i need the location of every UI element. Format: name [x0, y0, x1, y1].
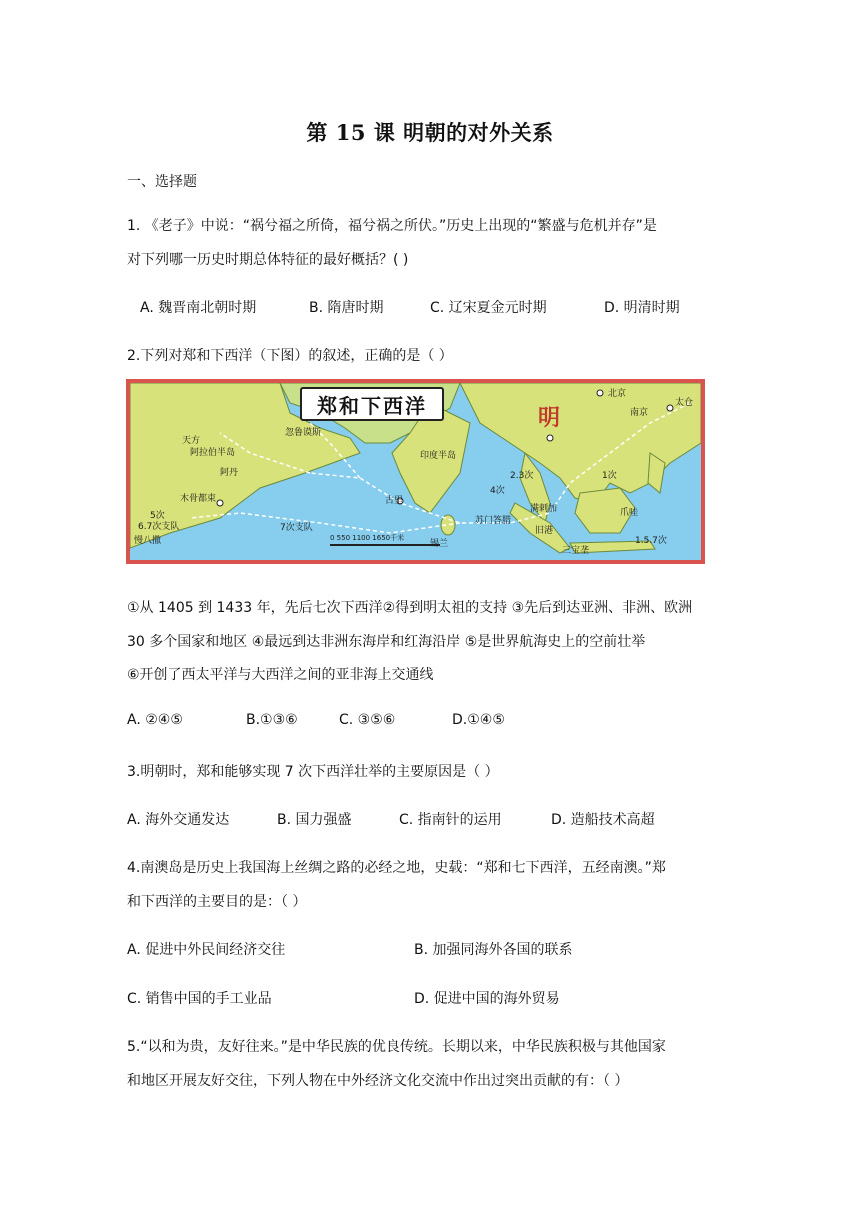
map-label: 古里 [385, 496, 404, 506]
zheng-he-voyages-map [126, 379, 705, 564]
map-label: 南京 [630, 408, 649, 418]
q3-option-a: A. 海外交通发达 [127, 812, 230, 828]
map-label: 阿拉伯半岛 [190, 448, 236, 458]
q2-option-b: B.①③⑥ [246, 712, 298, 728]
q1-option-a: A. 魏晋南北朝时期 [140, 300, 257, 316]
map-label: 旧港 [535, 526, 554, 536]
q1-option-c: C. 辽宋夏金元时期 [430, 300, 547, 316]
map-label: 满剌加 [530, 504, 558, 514]
q4-option-a: A. 促进中外民间经济交往 [127, 942, 286, 958]
q2-option-a: A. ②④⑤ [127, 712, 183, 728]
map-label: 太仓 [675, 398, 694, 408]
map-label: 锡兰 [430, 539, 449, 549]
map-title: 郑和下西洋 [300, 387, 444, 421]
section-heading: 一、选择题 [127, 174, 197, 190]
q5-stem-line1: 5.“以和为贵，友好往来。”是中华民族的优良传统。长期以来，中华民族积极与其他国家 [127, 1039, 666, 1055]
q1-stem-line1: 1. 《老子》中说：“祸兮福之所倚，福兮祸之所伏。”历史上出现的“繁盛与危机并存”是 [127, 218, 657, 234]
map-label: 三宝垄 [562, 546, 590, 556]
map-label: 2.3次 [510, 471, 534, 481]
map-scale-label: 0 550 1100 1650千米 [330, 534, 405, 542]
q4-option-c: C. 销售中国的手工业品 [127, 991, 272, 1007]
q4-option-b: B. 加强同海外各国的联系 [414, 942, 573, 958]
map-label: 6.7次支队 [138, 522, 180, 532]
map-label: 4次 [490, 486, 505, 496]
map-label: 1次 [602, 471, 617, 481]
map-label: 爪哇 [620, 508, 639, 518]
map-label: 阿丹 [220, 468, 239, 478]
map-label: 北京 [608, 389, 627, 399]
map-label: 木骨都束 [180, 494, 217, 504]
map-label: 5次 [150, 511, 165, 521]
q2-statement-line2: 30 多个国家和地区 ④最远到达非洲东海岸和红海沿岸 ⑤是世界航海史上的空前壮举 [127, 634, 646, 650]
page-title: 第 15 课 明朝的对外关系 [306, 120, 554, 145]
q3-stem: 3.明朝时，郑和能够实现 7 次下西洋壮举的主要原因是（ ） [127, 764, 499, 780]
q4-stem-line1: 4.南澳岛是历史上我国海上丝绸之路的必经之地，史载：“郑和七下西洋，五经南澳。”郑 [127, 860, 666, 876]
q2-stem: 2.下列对郑和下西洋（下图）的叙述，正确的是（ ） [127, 348, 453, 364]
q5-stem-line2: 和地区开展友好交往，下列人物在中外经济文化交流中作出过突出贡献的有：（ ） [127, 1073, 629, 1089]
q3-option-c: C. 指南针的运用 [399, 812, 502, 828]
map-label: 1.5.7次 [635, 536, 667, 546]
q3-option-d: D. 造船技术高超 [551, 812, 655, 828]
map-label: 慢八撒 [134, 536, 162, 546]
q4-stem-line2: 和下西洋的主要目的是：（ ） [127, 894, 307, 910]
q3-option-b: B. 国力强盛 [277, 812, 352, 828]
map-label: 天方 [182, 436, 201, 446]
q4-option-d: D. 促进中国的海外贸易 [414, 991, 560, 1007]
q2-statement-line1: ①从 1405 到 1433 年，先后七次下西洋②得到明太祖的支持 ③先后到达亚洲、非洲、欧洲 [127, 600, 693, 616]
map-label: 忽鲁谟斯 [285, 428, 322, 438]
map-country-label: 明 [538, 405, 561, 431]
map-label: 7次支队 [280, 523, 313, 533]
q1-option-b: B. 隋唐时期 [309, 300, 384, 316]
q1-stem-line2: 对下列哪一历史时期总体特征的最好概括？( ) [127, 252, 409, 268]
q1-option-d: D. 明清时期 [604, 300, 680, 316]
map-label: 印度半岛 [420, 451, 457, 461]
map-label: 苏门答腊 [475, 516, 512, 526]
q2-option-c: C. ③⑤⑥ [339, 712, 396, 728]
q2-statement-line3: ⑥开创了西太平洋与大西洋之间的亚非海上交通线 [127, 667, 434, 683]
q2-option-d: D.①④⑤ [452, 712, 505, 728]
